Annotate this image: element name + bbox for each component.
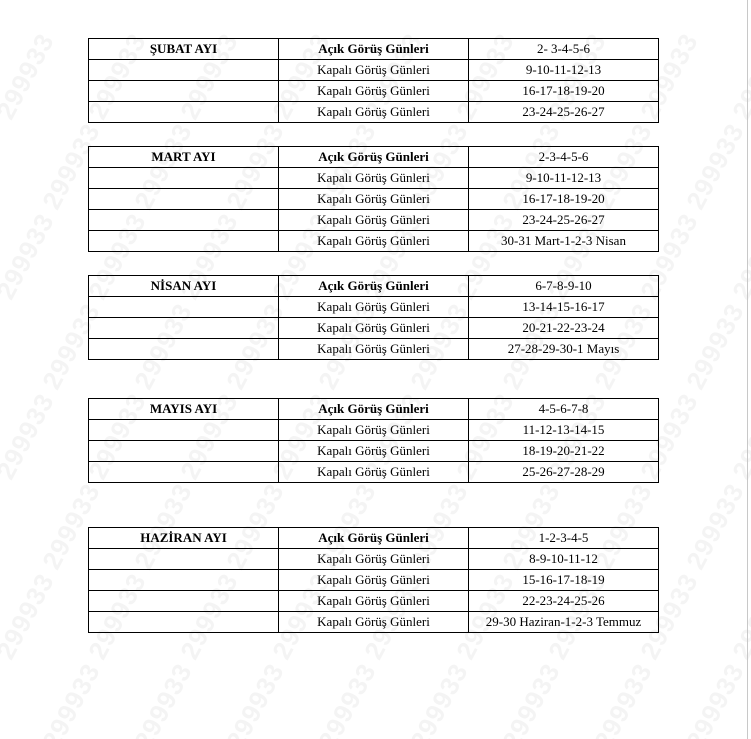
visit-type: Kapalı Görüş Günleri [279,420,469,441]
schedule-table-haziran [88,527,659,633]
visit-type: Açık Görüş Günleri [279,276,469,297]
visit-days: 1-2-3-4-5 [469,528,659,549]
schedule-table-subat [88,38,659,123]
visit-days: 6-7-8-9-10 [469,276,659,297]
schedule-row [89,549,659,570]
visit-days: 23-24-25-26-27 [469,102,659,123]
empty-cell [89,102,279,123]
empty-cell [89,591,279,612]
visit-type: Açık Görüş Günleri [279,39,469,60]
empty-cell [89,318,279,339]
schedule-row [89,441,659,462]
schedule-row [89,339,659,360]
schedule-row [89,210,659,231]
visit-type: Kapalı Görüş Günleri [279,570,469,591]
month-name: MART AYI [89,147,279,168]
watermark-text [220,658,291,739]
watermark-text [680,298,751,394]
visit-days: 15-16-17-18-19 [469,570,659,591]
schedule-row [89,570,659,591]
schedule-row [89,318,659,339]
watermark-text [0,568,61,664]
visit-days: 2-3-4-5-6 [469,147,659,168]
visit-type: Kapalı Görüş Günleri [279,441,469,462]
schedule-table-nisan [88,275,659,360]
watermark-text [0,208,61,304]
visit-days: 2- 3-4-5-6 [469,39,659,60]
schedule-row [89,297,659,318]
schedule-row [89,231,659,252]
watermark-text [496,658,567,739]
schedule-row [89,102,659,123]
visit-type: Kapalı Görüş Günleri [279,210,469,231]
visit-days: 18-19-20-21-22 [469,441,659,462]
watermark-text [680,118,751,214]
visit-days: 13-14-15-16-17 [469,297,659,318]
visit-type: Açık Görüş Günleri [279,528,469,549]
visit-days: 8-9-10-11-12 [469,549,659,570]
visit-type: Kapalı Görüş Günleri [279,60,469,81]
visit-days: 9-10-11-12-13 [469,168,659,189]
schedule-row [89,612,659,633]
watermark-text [680,658,751,739]
visit-days: 23-24-25-26-27 [469,210,659,231]
visit-type: Kapalı Görüş Günleri [279,168,469,189]
empty-cell [89,420,279,441]
visit-type: Kapalı Görüş Günleri [279,318,469,339]
visit-type: Kapalı Görüş Günleri [279,612,469,633]
visit-type: Kapalı Görüş Günleri [279,81,469,102]
watermark-text [0,28,61,124]
visit-days: 25-26-27-28-29 [469,462,659,483]
visit-type: Kapalı Görüş Günleri [279,339,469,360]
visit-days: 16-17-18-19-20 [469,189,659,210]
schedule-row [89,528,659,549]
visit-days: 22-23-24-25-26 [469,591,659,612]
schedule-row [89,81,659,102]
visit-type: Kapalı Görüş Günleri [279,102,469,123]
schedule-row [89,276,659,297]
month-name: MAYIS AYI [89,399,279,420]
schedule-table-mayis [88,398,659,483]
visit-days: 29-30 Haziran-1-2-3 Temmuz [469,612,659,633]
schedule-row [89,60,659,81]
watermark-text [404,658,475,739]
empty-cell [89,462,279,483]
empty-cell [89,612,279,633]
empty-cell [89,210,279,231]
visit-type: Kapalı Görüş Günleri [279,231,469,252]
empty-cell [89,339,279,360]
visit-type: Açık Görüş Günleri [279,147,469,168]
empty-cell [89,189,279,210]
visit-days: 4-5-6-7-8 [469,399,659,420]
empty-cell [89,549,279,570]
watermark-text [680,478,751,574]
empty-cell [89,168,279,189]
visit-type: Kapalı Görüş Günleri [279,591,469,612]
month-name: HAZİRAN AYI [89,528,279,549]
empty-cell [89,297,279,318]
month-name: ŞUBAT AYI [89,39,279,60]
visit-type: Kapalı Görüş Günleri [279,297,469,318]
visit-days: 16-17-18-19-20 [469,81,659,102]
visit-days: 30-31 Mart-1-2-3 Nisan [469,231,659,252]
schedule-row [89,462,659,483]
schedule-row [89,399,659,420]
watermark-text [0,388,61,484]
schedule-row [89,168,659,189]
watermark-text [128,658,199,739]
schedule-row [89,189,659,210]
schedule-row [89,420,659,441]
visit-days: 20-21-22-23-24 [469,318,659,339]
visit-days: 27-28-29-30-1 Mayıs [469,339,659,360]
empty-cell [89,570,279,591]
visit-days: 11-12-13-14-15 [469,420,659,441]
watermark-text [588,658,659,739]
visit-days: 9-10-11-12-13 [469,60,659,81]
visit-type: Kapalı Görüş Günleri [279,189,469,210]
empty-cell [89,231,279,252]
watermark-text [36,658,107,739]
empty-cell [89,81,279,102]
month-name: NİSAN AYI [89,276,279,297]
watermark-text [312,658,383,739]
page-edge-divider [747,0,748,739]
empty-cell [89,441,279,462]
schedule-row [89,39,659,60]
visit-type: Kapalı Görüş Günleri [279,549,469,570]
schedule-row [89,591,659,612]
schedule-table-mart [88,146,659,252]
visit-type: Açık Görüş Günleri [279,399,469,420]
visit-type: Kapalı Görüş Günleri [279,462,469,483]
schedule-row [89,147,659,168]
empty-cell [89,60,279,81]
